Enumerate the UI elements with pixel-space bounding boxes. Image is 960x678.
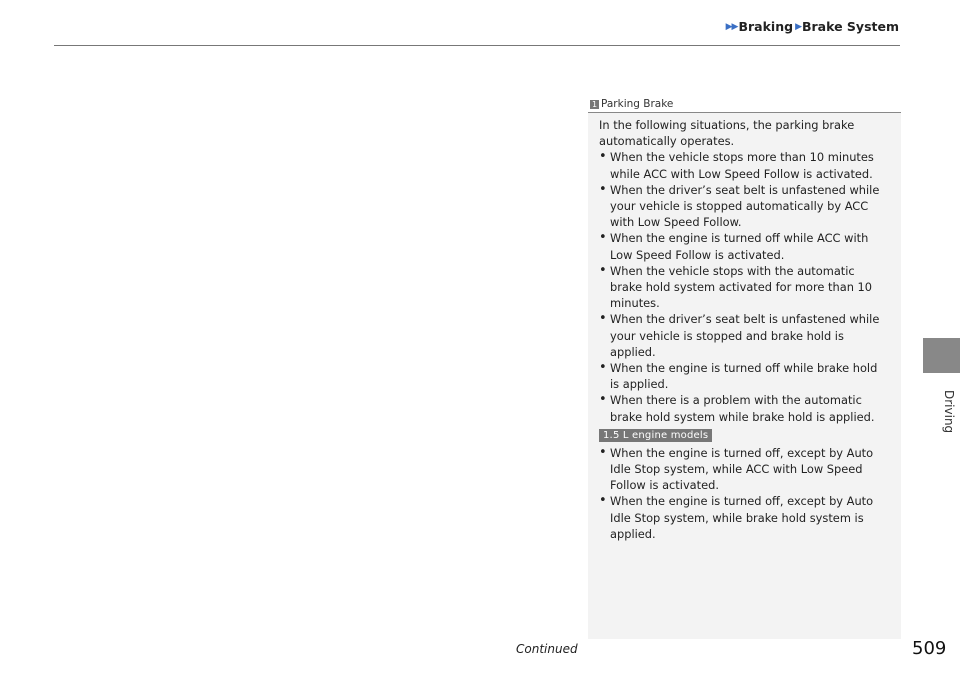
continued-label: Continued bbox=[516, 642, 578, 656]
bullet-icon: • bbox=[599, 444, 607, 460]
list-item: • When there is a problem with the automatic brake hold system while brake hold is applied. bbox=[599, 392, 875, 424]
note-body bbox=[599, 117, 889, 542]
reference-icon: 1 bbox=[591, 99, 598, 109]
bullet-icon: • bbox=[599, 392, 607, 408]
header-rule bbox=[54, 45, 900, 46]
list-item: • When the engine is turned off, except by Auto Idle Stop system, while brake hold system is applied. bbox=[599, 493, 874, 541]
list-item: • When the driver’s seat belt is unfastened while your vehicle is stopped automatically by ACC with Low Speed Follow. bbox=[599, 181, 880, 230]
bullet-icon: • bbox=[599, 360, 607, 376]
breadcrumb bbox=[726, 19, 901, 34]
bullet-icon: • bbox=[599, 181, 607, 197]
breadcrumb-item-braking[interactable]: Braking bbox=[738, 19, 794, 34]
list-item: • When the engine is turned off, except by Auto Idle Stop system, while ACC with Low Speed Follow is activated. bbox=[599, 444, 874, 493]
triangle-icon: ▶ bbox=[795, 21, 801, 32]
list-item: • When the engine is turned off while brake hold is applied. bbox=[599, 360, 878, 392]
page-number: 509 bbox=[912, 638, 947, 659]
bullet-icon: • bbox=[599, 262, 607, 278]
section-tab-label: Driving bbox=[942, 390, 956, 434]
engine-model-badge: 1.5 L engine models bbox=[599, 429, 712, 442]
bullet-icon: • bbox=[599, 493, 607, 509]
list-item: • When the driver’s seat belt is unfastened while your vehicle is stopped and brake hold is applied. bbox=[599, 311, 880, 359]
bullet-icon: • bbox=[599, 149, 607, 165]
bullet-icon: • bbox=[599, 230, 607, 246]
bullet-icon: • bbox=[599, 311, 607, 327]
note-intro: In the following situations, the parking brake automatically operates. bbox=[599, 118, 855, 149]
note-box bbox=[588, 96, 901, 639]
list-item: • When the engine is turned off while ACC with Low Speed Follow is activated. bbox=[599, 230, 869, 262]
breadcrumb-item-brake-system[interactable]: Brake System bbox=[801, 19, 899, 34]
note-header bbox=[588, 96, 901, 113]
section-tab[interactable] bbox=[923, 338, 960, 373]
list-item: • When the vehicle stops more than 10 minutes while ACC with Low Speed Follow is activated. bbox=[599, 149, 874, 181]
list-item: • When the vehicle stops with the automatic brake hold system activated for more than 10 minutes. bbox=[599, 262, 873, 311]
triangle-icon: ▶▶ bbox=[725, 21, 738, 32]
note-title: Parking Brake bbox=[601, 98, 674, 110]
